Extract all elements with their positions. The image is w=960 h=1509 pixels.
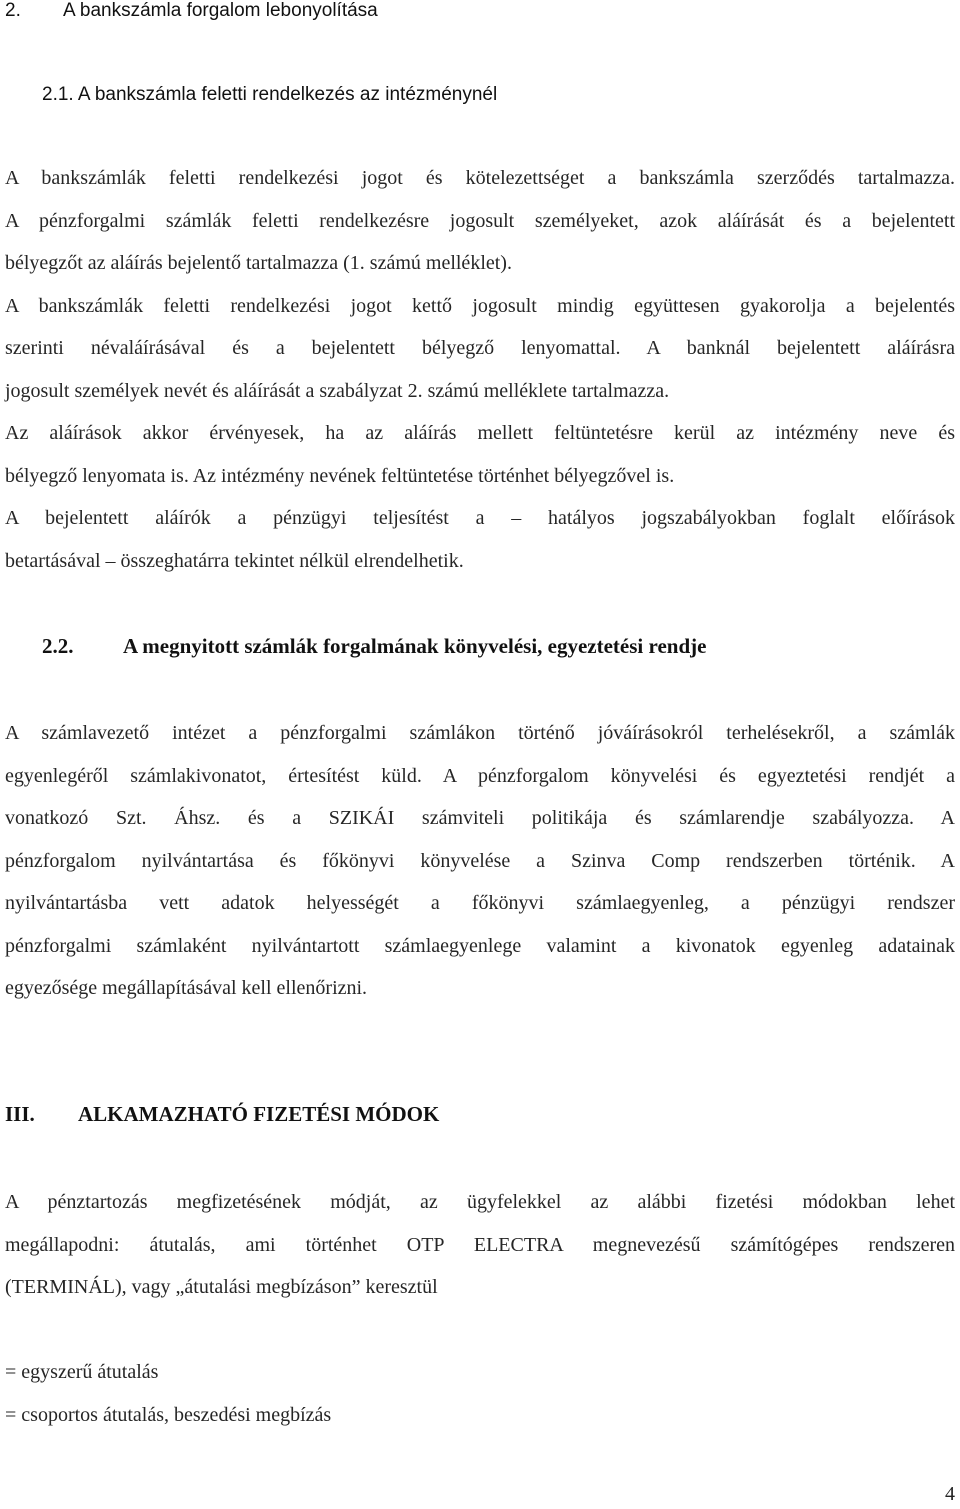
list-item: = csoportos átutalás, beszedési megbízás	[5, 1403, 332, 1426]
section-title-2-2: A megnyitott számlák forgalmának könyvelési, egyeztetési rendje	[123, 634, 707, 658]
text-line: betartásával – összeghatárra tekintet nélkül elrendelhetik.	[5, 549, 464, 572]
section-number-2: 2.	[5, 0, 21, 21]
list-item: = egyszerű átutalás	[5, 1361, 159, 1383]
paragraph-payment-methods	[5, 1181, 955, 1309]
text-line: A bejelentett aláírók a pénzügyi teljesítést a – hatályos jogszabályokban foglalt előírások	[5, 507, 955, 529]
chapter-number-iii: III.	[5, 1102, 35, 1126]
section-number-2-2: 2.2.	[42, 634, 74, 658]
text-line: (TERMINÁL), vagy „átutalási megbízáson” keresztül	[5, 1276, 438, 1298]
text-line: A számlavezető intézet a pénzforgalmi számlákon történő jóváírásokról terhelésekről, a számlák	[5, 722, 955, 744]
text-line: A pénztartozás megfizetésének módját, az ügyfelekkel az alábbi fizetési módokban lehet	[5, 1191, 955, 1213]
page-number: 4	[945, 1483, 955, 1505]
text-line: egyenlegéről számlakivonatot, értesítést küld. A pénzforgalom könyvelési és egyeztetési rendjét a	[5, 764, 955, 787]
chapter-title-iii: ALKAMAZHATÓ FIZETÉSI MÓDOK	[78, 1102, 440, 1126]
payment-method-list	[5, 1351, 331, 1436]
section-title-2: A bankszámla forgalom lebonyolítása	[63, 0, 378, 21]
text-line: jogosult személyek nevét és aláírását a szabályzat 2. számú melléklete tartalmazza.	[5, 379, 670, 402]
text-line: A bankszámlák feletti rendelkezési jogot kettő jogosult mindig együttesen gyakorolja a bejelentés	[5, 294, 955, 317]
text-line: szerinti névaláírásával és a bejelentett bélyegző lenyomattal. A banknál bejelentett aláírásra	[5, 337, 955, 359]
text-line: egyezősége megállapításával kell ellenőrizni.	[5, 977, 368, 999]
paragraph-bookkeeping	[5, 712, 955, 1010]
section-title-2-1: 2.1. A bankszámla feletti rendelkezés az intézménynél	[42, 84, 498, 105]
paragraph-bank-account-authority	[5, 157, 955, 582]
text-line: Az aláírások akkor érvényesek, ha az aláírás mellett feltüntetésre kerül az intézmény neve és	[5, 422, 955, 444]
text-line: A pénzforgalmi számlák feletti rendelkezésre jogosult személyeket, azok aláírását és a bejelentett	[5, 209, 955, 232]
text-line: vonatkozó Szt. Áhsz. és a SZIKÁI számviteli politikája és számlarendje szabályozza. A	[5, 807, 955, 829]
text-line: megállapodni: átutalás, ami történhet OTP ELECTRA megnevezésű számítógépes rendszeren	[5, 1233, 955, 1256]
text-line: A bankszámlák feletti rendelkezési jogot és kötelezettséget a bankszámla szerződés tartalmazza.	[5, 167, 955, 189]
text-line: nyilvántartásba vett adatok helyességét a főkönyvi számlaegyenleg, a pénzügyi rendszer	[5, 892, 955, 914]
text-line: pénzforgalom nyilvántartása és főkönyvi könyvelése a Szinva Comp rendszerben történik. A	[5, 849, 955, 872]
text-line: bélyegzőt az aláírás bejelentő tartalmazza (1. számú melléklet).	[5, 252, 512, 274]
text-line: bélyegző lenyomata is. Az intézmény nevének feltüntetése történhet bélyegzővel is.	[5, 464, 675, 487]
text-line: pénzforgalmi számlaként nyilvántartott számlaegyenlege valamint a kivonatok egyenleg adatainak	[5, 934, 955, 957]
